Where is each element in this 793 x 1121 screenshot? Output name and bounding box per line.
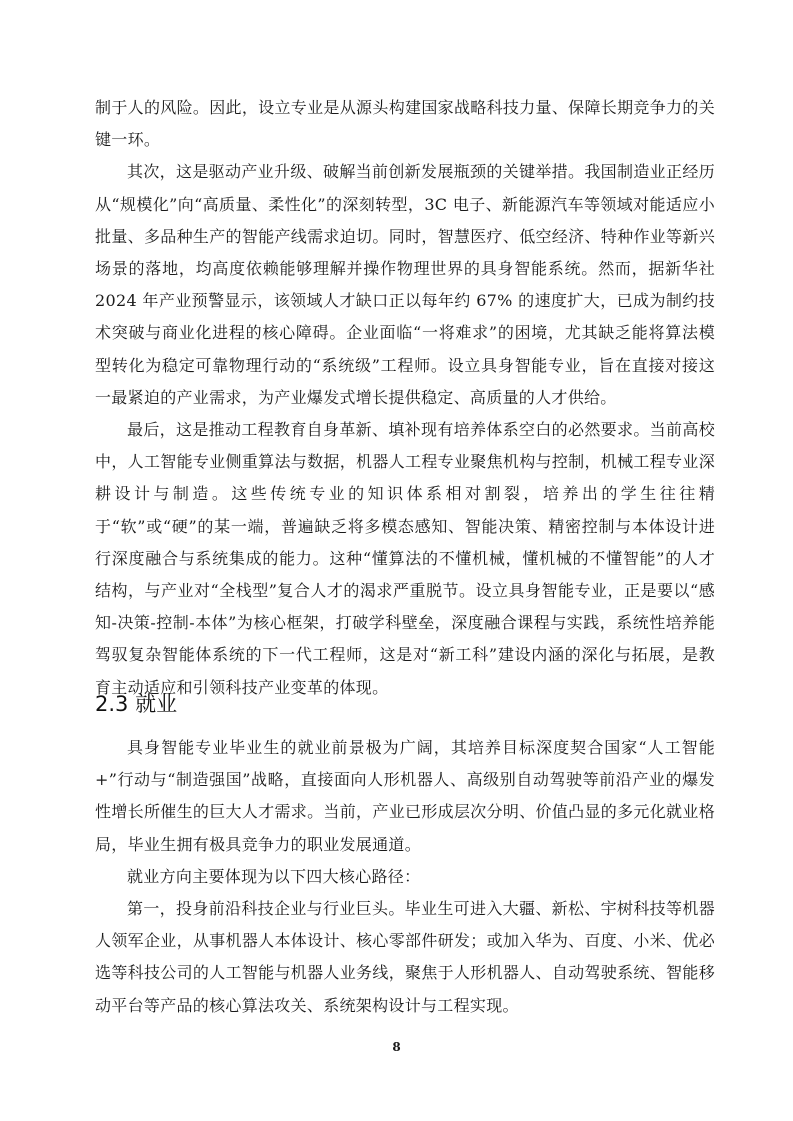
section-heading: 2.3 就业	[95, 692, 178, 716]
paragraph-continued: 制于人的风险。因此，设立专业是从源头构建国家战略科技力量、保障长期竞争力的关键一环。	[95, 98, 715, 150]
paragraph-employment-intro: 具身智能专业毕业生的就业前景极为广阔，其培养目标深度契合国家“人工智能+”行动与“制造强国”战略，直接面向人形机器人、高级别自动驾驶等前沿产业的爆发性增长所催生的巨大人才需求。当前，产业已形成层次分明、价值凸显的多元化就业格局，毕业生拥有极具竞争力的职业发展通道。	[95, 738, 715, 854]
paragraph-path-one: 第一，投身前沿科技企业与行业巨头。毕业生可进入大疆、新松、宇树科技等机器人领军企业，从事机器人本体设计、核心零部件研发；或加入华为、百度、小米、优必选等科技公司的人工智能与机器人业务线，聚焦于人形机器人、自动驾驶系统、智能移动平台等产品的核心算法攻关、系统架构设计与工程实现。	[95, 899, 715, 1015]
text-block-upper	[95, 92, 715, 704]
text-block-lower	[95, 732, 715, 1022]
paragraph-paths: 就业方向主要体现为以下四大核心路径：	[127, 866, 421, 886]
page-number: 8	[392, 1040, 401, 1054]
paragraph-education: 最后，这是推动工程教育自身革新、填补现有培养体系空白的必然要求。当前高校中，人工智能专业侧重算法与数据，机器人工程专业聚焦机构与控制，机械工程专业深耕设计与制造。这些传统专业的知识体系相对割裂，培养出的学生往往精于“软”或“硬”的某一端，普遍缺乏将多模态感知、智能决策、精密控制与本体设计进行深度融合与系统集成的能力。这种“懂算法的不懂机械，懂机械的不懂智能”的人才结构，与产业对“全栈型”复合人才的渴求严重脱节。设立具身智能专业，正是要以“感知-决策-控制-本体”为核心框架，打破学科壁垒，深度融合课程与实践，系统性培养能驾驭复杂智能体系统的下一代工程师，这是对“新工科”建设内涵的深化与拓展，是教育主动适应和引领科技产业变革的体现。	[95, 420, 715, 697]
paragraph-industry: 其次，这是驱动产业升级、破解当前创新发展瓶颈的关键举措。我国制造业正经历从“规模化”向“高质量、柔性化”的深刻转型，3C 电子、新能源汽车等领域对能适应小批量、多品种生产的智能产线需求迫切。同时，智慧医疗、低空经济、特种作业等新兴场景的落地，均高度依赖能够理解并操作物理世界的具身智能系统。然而，据新华社 2024 年产业预警显示，该领域人才缺口正以每年约 67% 的速度扩大，已成为制约技术突破与商业化进程的核心障碍。企业面临“一将难求”的困境，尤其缺乏能将算法模型转化为稳定可靠物理行动的“系统级”工程师。设立具身智能专业，旨在直接对接这一最紧迫的产业需求，为产业爆发式增长提供稳定、高质量的人才供给。	[95, 162, 715, 407]
